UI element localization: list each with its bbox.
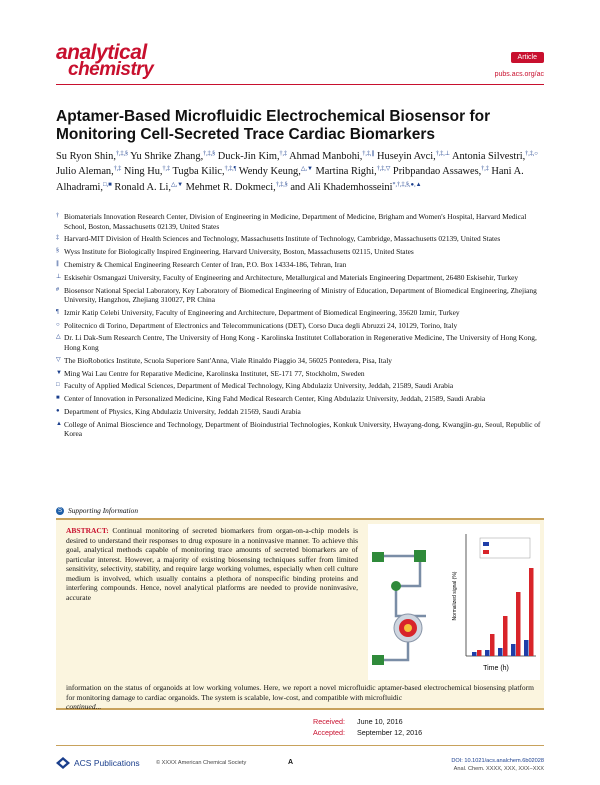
plot-y-axis-label: Normalized signal (%) <box>452 571 458 621</box>
received-date: June 10, 2016 <box>357 717 403 726</box>
legend-swatch-blue <box>483 542 489 546</box>
copyright-notice: © XXXX American Chemical Society <box>156 760 247 766</box>
abstract-text <box>66 526 358 602</box>
affiliation-item <box>56 234 548 244</box>
affiliation-mark: ■ <box>56 395 60 402</box>
affiliation-item <box>56 273 548 283</box>
plot-bar-blue <box>511 644 516 656</box>
aptamer-electrode <box>404 624 412 632</box>
supporting-info-icon: S <box>57 507 62 514</box>
affiliation-text: Department of Physics, King Abdulaziz University, Jeddah 21569, Saudi Arabia <box>64 406 301 416</box>
affiliation-text: Wyss Institute for Biologically Inspired Engineering, Harvard University, Boston, Massachusetts 02115, United States <box>64 247 414 257</box>
plot-bar-blue <box>524 640 529 656</box>
plot-bars <box>472 568 534 656</box>
affiliation-text: Izmir Katip Celebi University, Faculty of Engineering and Architecture, Department of Biomedical Engineering, 35620 Izmir, Turkey <box>64 307 460 317</box>
chip-channel <box>378 556 426 616</box>
accepted-date-row <box>313 727 422 738</box>
affiliation-mark: □ <box>56 382 60 389</box>
affiliation-item <box>56 356 548 366</box>
affiliation-mark: △ <box>56 334 61 341</box>
author-name: Huseyin Avci, <box>377 151 436 162</box>
journal-url-link[interactable]: pubs.acs.org/ac <box>494 71 544 78</box>
plot-bar-red <box>516 592 521 656</box>
author-name: Pribpandao Assawes, <box>392 166 482 178</box>
chip-valve <box>414 550 426 562</box>
author-affiliation-marks: †,‡,§ <box>275 181 288 188</box>
author-affiliation-marks: †,‡,¶ <box>224 166 237 173</box>
author-name: Antonia Silvestri, <box>451 151 526 162</box>
affiliation-item <box>56 247 548 257</box>
author-name: Martina Righi, <box>315 166 377 178</box>
author-name: Julio Aleman, <box>56 166 114 178</box>
affiliation-mark: ▲ <box>56 420 62 427</box>
affiliation-text: Biomaterials Innovation Research Center, Division of Engineering in Medicine, Department of Medicine, Brigham and Women's Hospital, Harvard Medical School, Boston, Massachusetts 02139, United States <box>64 212 527 231</box>
author-affiliation-marks: †,‡,▽ <box>376 166 391 173</box>
affiliation-mark: † <box>56 213 59 219</box>
author-affiliation-marks: △,▼ <box>170 181 184 188</box>
plot-bar-blue <box>498 648 503 656</box>
affiliation-text: Politecnico di Torino, Department of Electronics and Telecommunications (DET), Corso Duca degli Abruzzi 24, 10129, Torino, Italy <box>64 320 458 330</box>
affiliation-text: Harvard-MIT Division of Health Sciences and Technology, Massachusetts Institute of Technology, Cambridge, Massachusetts 02139, United States <box>64 234 501 244</box>
header-divider <box>56 84 544 85</box>
author-affiliation-marks: †,‡ <box>481 166 489 173</box>
affiliation-mark: ⊥ <box>56 273 62 280</box>
received-label: Received: <box>313 717 345 726</box>
author-affiliation-marks: †,‡ <box>113 166 122 173</box>
affiliation-text: Faculty of Applied Medical Sciences, Department of Medical Technology, King Abdulaziz University, Jeddah, 21589, Saudi Arabia <box>64 381 454 391</box>
affiliation-text: Center of Innovation in Personalized Medicine, King Fahd Medical Research Center, King Abdulaziz University, Jeddah, 21589, Saudi Arabia <box>64 394 486 404</box>
affiliation-item <box>56 394 548 404</box>
author-affiliation-marks: △,▼ <box>300 166 313 173</box>
plot-legend-box <box>480 538 530 558</box>
microfluidic-chip-drawing <box>372 550 426 665</box>
abstract-heading: ABSTRACT: <box>66 526 109 535</box>
author-affiliation-marks: †,‡ <box>162 166 171 173</box>
supporting-info-link[interactable]: Supporting Information <box>68 506 139 515</box>
publisher-name: ACS Publications <box>74 758 140 768</box>
author-name: Ning Hu, <box>123 166 163 178</box>
author-affiliation-marks: †,‡,§ <box>115 151 128 157</box>
author-name: Wendy Keung, <box>238 166 301 178</box>
affiliation-text: Eskisehir Osmangazi University, Faculty of Engineering and Architecture, Metallurgical and Materials Engineering Department, 26480 Eskisehir, Turkey <box>64 272 519 282</box>
footer-divider <box>56 745 544 746</box>
article-type-badge: Article <box>511 52 544 63</box>
acs-publications-logo <box>56 757 140 769</box>
author-affiliation-marks: †,‡,§ <box>203 151 216 157</box>
author-affiliation-marks: †,‡ <box>279 151 288 157</box>
affiliation-item <box>56 308 548 318</box>
affiliation-item <box>56 260 548 270</box>
affiliation-item <box>56 420 548 439</box>
affiliation-text: Ming Wai Lau Centre for Reparative Medicine, Karolinska Institutet, SE-171 77, Stockholm, Sweden <box>64 368 365 378</box>
author-name: Ahmad Manbohi, <box>289 151 363 162</box>
plot-x-axis-label: Time (h) <box>483 665 509 672</box>
received-date-row <box>313 716 422 727</box>
plot-bar-red <box>503 616 508 656</box>
affiliation-item <box>56 381 548 391</box>
author-name: and <box>290 181 306 193</box>
affiliation-mark: ▽ <box>56 356 61 363</box>
affiliation-mark: ○ <box>56 321 60 328</box>
affiliation-mark: ‡ <box>56 235 59 242</box>
author-name: Mehmet R. Dokmeci, <box>185 181 276 193</box>
accepted-date: September 12, 2016 <box>357 728 423 737</box>
author-affiliation-marks: □,■ <box>103 181 112 188</box>
plot-bar-red <box>490 634 495 656</box>
acs-hexagon-icon <box>56 757 70 769</box>
author-name: Yu Shrike Zhang, <box>130 151 204 162</box>
citation-line: Anal. Chem. XXXX, XXX, XXX−XXX <box>453 765 544 772</box>
affiliation-item <box>56 407 548 417</box>
chip-inlet-port <box>372 552 384 562</box>
abstract-body: Continual monitoring of secreted biomarkers from organ-on-a-chip models is desired to understand their responses to drug exposure in a noninvasive manner. To achieve this goal, analytical methods capable of monitoring trace amounts of secreted biomarkers are of particular interest. However, a majority of existing biosensing techniques suffer from limited sensitivity, selectivity, stability, and require large working volumes, especially when cell culture medium is involved, which usually contains a plethora of nonspecific binding proteins and interfering compounds. Hence, novel analytical platforms are needed to provide noninvasive, accurate <box>66 526 359 602</box>
author-name: Tugba Kilic, <box>172 166 225 178</box>
affiliation-text: College of Animal Bioscience and Technology, Department of Bioindustrial Technologies, Konkuk University, Hwayang-dong, Kwangjin-gu, Seoul, Republic of Korea <box>64 419 541 439</box>
abstract-text-continued <box>66 683 534 712</box>
author-name: Ronald A. Li, <box>114 181 171 193</box>
plot-bar-blue <box>485 650 490 656</box>
affiliation-text: Chemistry & Chemical Engineering Research Center of Iran, P.O. Box 14334-186, Tehran, Iran <box>64 259 347 269</box>
author-name: Su Ryon Shin, <box>56 151 116 162</box>
author-name: Hani A. Alhadrami, <box>56 166 524 193</box>
doi-block <box>451 758 544 773</box>
abstract-box <box>56 518 544 710</box>
author-affiliation-marks: †,‡,⊥ <box>435 151 450 157</box>
chip-junction <box>391 581 401 591</box>
plot-bar-red <box>477 650 482 656</box>
affiliation-text: The BioRobotics Institute, Scuola Superiore Sant'Anna, Viale Rinaldo Piaggio 34, 56025 Pontedera, Pisa, Italy <box>64 355 392 365</box>
author-affiliation-marks: †,‡,○ <box>525 151 538 157</box>
affiliation-list <box>56 212 548 442</box>
author-name: Duck-Jin Kim, <box>217 151 280 162</box>
author-list <box>56 149 548 195</box>
affiliation-mark: ● <box>56 407 60 414</box>
page-number: A <box>288 759 294 766</box>
affiliation-item <box>56 333 548 352</box>
accepted-label: Accepted: <box>313 728 345 737</box>
article-title: Aptamer-Based Microfluidic Electrochemical Biosensor for Monitoring Cell-Secreted Trace Cardiac Biomarkers <box>56 108 491 143</box>
author-name: Ali Khademhosseini <box>307 181 393 193</box>
author-affiliation-marks: *,†,‡,§,●,▲ <box>392 181 422 188</box>
affiliation-mark: ¶ <box>56 308 59 315</box>
doi-link[interactable]: DOI: 10.1021/acs.analchem.6b02028 <box>451 758 544 764</box>
chip-outlet-port <box>372 655 384 665</box>
affiliation-text: Dr. Li Dak-Sum Research Centre, The University of Hong Kong - Karolinska Institutet Collaboration in Regenerative Medicine, The University of Hong Kong, Hong Kong <box>64 333 537 353</box>
affiliation-item <box>56 212 548 231</box>
journal-logo-line2: chemistry <box>68 58 154 80</box>
publication-dates <box>313 716 422 738</box>
journal-logo <box>56 41 154 80</box>
legend-swatch-red <box>483 550 489 554</box>
abstract-body-wide: information on the status of organoids at low working volumes. Here, we report a novel microfluidic aptamer-based electrochemical biosensing platform for monitoring damage to cardiac organoids. The system is scalable, low-cost, and compatible with microfluidic <box>66 683 534 702</box>
affiliation-item <box>56 369 548 379</box>
plot-bar-red <box>529 568 534 656</box>
abstract-continued-link[interactable]: continued... <box>66 702 102 712</box>
journal-logo-line1: analytical <box>56 41 147 64</box>
author-affiliation-marks: †,‡,∥ <box>362 151 375 157</box>
affiliation-mark: ∥ <box>56 260 59 267</box>
plot-bar-blue <box>472 652 477 656</box>
affiliation-mark: § <box>56 248 59 255</box>
affiliation-item <box>56 286 548 305</box>
toc-graphic-svg <box>368 524 540 680</box>
toc-graphic <box>368 524 540 680</box>
affiliation-text: Biosensor National Special Laboratory, Key Laboratory of Biomedical Engineering of Ministry of Education, Department of Biomedical Engineering, Zhejiang University, Hangzhou, Zhejiang 310027, PR China <box>64 285 537 305</box>
bar-plot <box>452 534 536 672</box>
affiliation-mark: # <box>56 286 59 293</box>
supporting-information[interactable] <box>56 506 138 515</box>
affiliation-item <box>56 321 548 331</box>
affiliation-mark: ▼ <box>56 369 62 376</box>
